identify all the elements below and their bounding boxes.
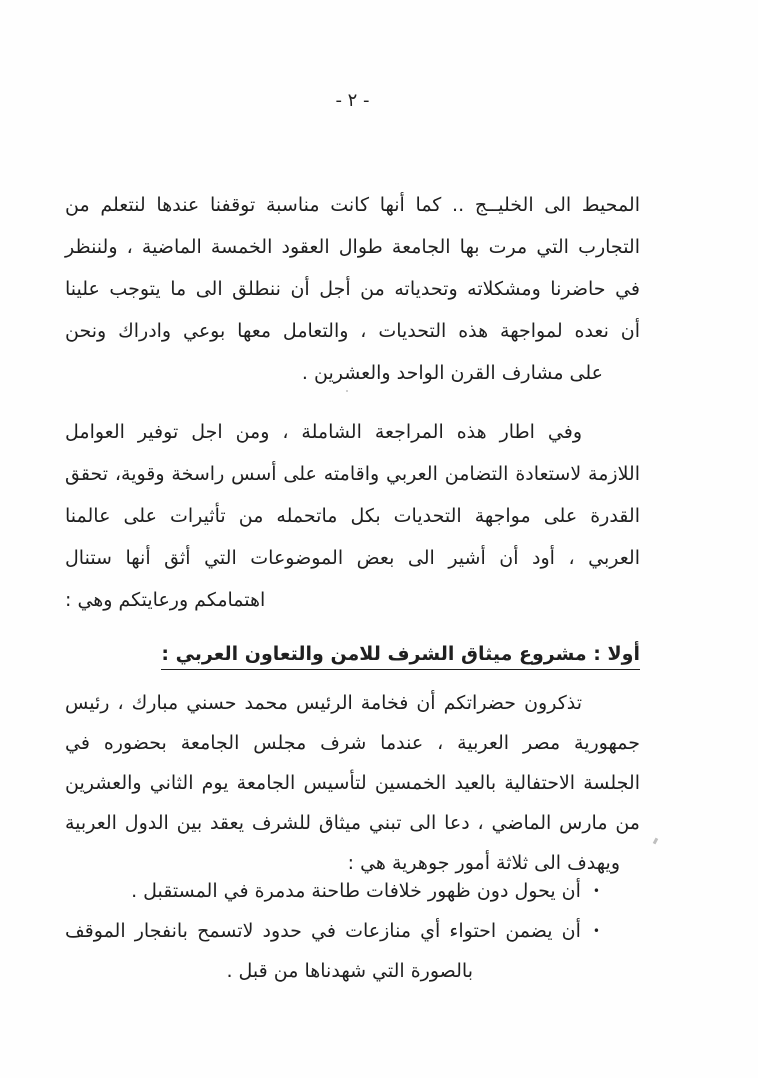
- paragraph-line: في حاضرنا ومشكلاته وتحدياته من أجل أن ننطلق الى ما يتوجب علينا: [65, 278, 640, 300]
- bullet-dot-icon: •: [592, 924, 600, 938]
- bullet-item-continuation: بالصورة التي شهدناها من قبل .: [226, 960, 473, 982]
- paragraph-line: القدرة على مواجهة التحديات بكل ماتحمله من تأثيرات على عالمنا: [65, 505, 640, 527]
- section-heading-first: [65, 633, 640, 676]
- bullet-item: [65, 911, 640, 951]
- paragraph-last-line: اهتمامكم ورعايتكم وهي :: [65, 589, 266, 611]
- paragraph-line: العربي ، أود أن أشير الى بعض الموضوعات التي أثق أنها ستنال: [65, 547, 640, 569]
- paragraph-line: من مارس الماضي ، دعا الى تبني ميثاق للشرف يعقد بين الدول العربية: [65, 812, 640, 834]
- bullet-list: [65, 871, 640, 991]
- section-heading-text: أولا : مشروع ميثاق الشرف للامن والتعاون العربي :: [161, 643, 640, 670]
- scan-speck: [346, 390, 348, 392]
- paragraph-first-line: وفي اطار هذه المراجعة الشاملة ، ومن اجل توفير العوامل: [65, 421, 582, 443]
- paragraph-line: التجارب التي مرت بها الجامعة طوال العقود الخمسة الماضية ، ولننظر: [65, 236, 640, 258]
- bullet-item: [65, 871, 640, 911]
- paragraph-line: الجلسة الاحتفالية بالعيد الخمسين لتأسيس الجامعة يوم الثاني والعشرين: [65, 772, 640, 794]
- paragraph-last-line: على مشارف القرن الواحد والعشرين .: [301, 362, 603, 384]
- paragraph-review: [65, 411, 640, 621]
- page-number: - ٢ -: [335, 90, 370, 111]
- bullet-dot-icon: •: [592, 884, 600, 898]
- paragraph-last-line: ويهدف الى ثلاثة أمور جوهرية هي :: [347, 852, 620, 874]
- paragraph-charter: [65, 683, 640, 883]
- paragraph-first-line: تذكرون حضراتكم أن فخامة الرئيس محمد حسني مبارك ، رئيس: [65, 692, 582, 714]
- bullet-item-text: أن يحول دون ظهور خلافات طاحنة مدمرة في المستقبل .: [131, 880, 581, 902]
- paragraph-line: جمهورية مصر العربية ، عندما شرف مجلس الجامعة بحضوره في: [65, 732, 640, 754]
- paragraph-line: أن نعده لمواجهة هذه التحديات ، والتعامل معها بوعي وادراك ونحن: [65, 320, 640, 342]
- bullet-item-text: أن يضمن احتواء أي منازعات في حدود لاتسمح بانفجار الموقف: [65, 920, 581, 942]
- scan-speck: [653, 838, 658, 845]
- paragraph-line: اللازمة لاستعادة التضامن العربي واقامته على أسس راسخة وقوية، تحقق: [65, 463, 640, 485]
- paragraph-intro: [65, 184, 640, 394]
- paragraph-line: المحيط الى الخليــج .. كما أنها كانت مناسبة توقفنا عندها لنتعلم من: [65, 194, 640, 216]
